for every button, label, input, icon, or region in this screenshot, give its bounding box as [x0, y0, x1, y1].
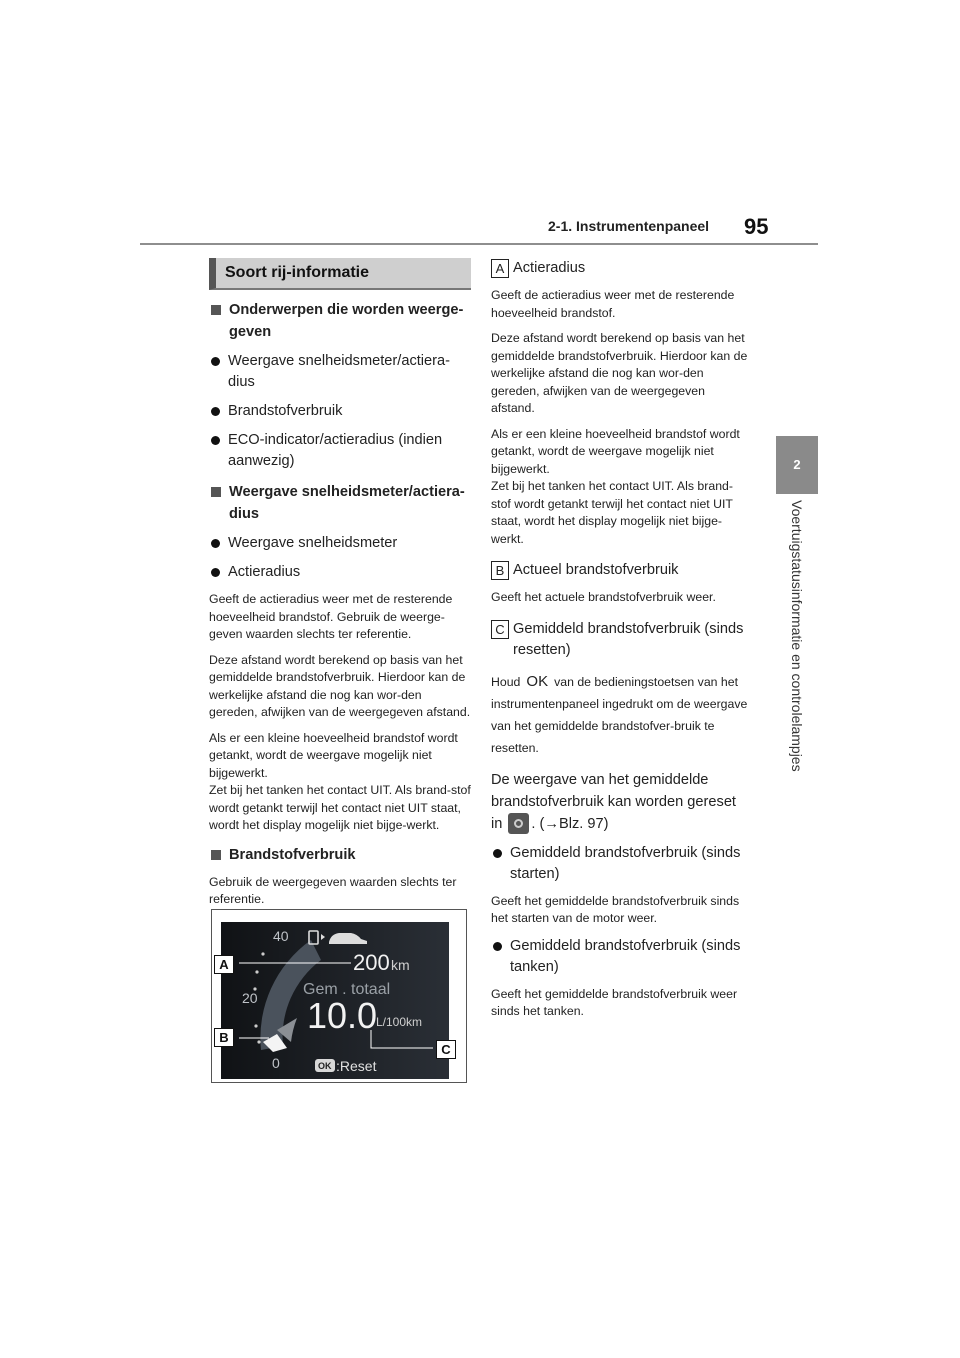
- gauge-tick: [255, 970, 258, 973]
- bullet-icon: [493, 849, 502, 858]
- instrument-display: [221, 922, 449, 1079]
- callout-a: A: [214, 955, 234, 974]
- list-item: [209, 401, 471, 422]
- right-column: [491, 258, 749, 1021]
- range-value: 200: [353, 950, 390, 975]
- bullet-icon: [211, 407, 220, 416]
- range-unit: km: [391, 957, 410, 973]
- paragraph: Zet bij het tanken het contact UIT. Als brand-stof wordt getankt terwijl het contact niet UIT staat, wordt het display mogelijk niet bijge-werkt.: [209, 783, 471, 832]
- paragraph: [491, 769, 749, 835]
- text: van de bedieningstoetsen van het instrumentenpaneel ingedrukt om de weergave van het gemiddelde brandstofver-bruik te resetten.: [491, 674, 748, 755]
- chapter-label: Voertuigstatusinformatie en controlelampjes: [789, 500, 805, 772]
- label-box: C: [491, 620, 509, 639]
- bullet-icon: [211, 539, 220, 548]
- page-number: 95: [744, 214, 769, 239]
- paragraph: Geeft het gemiddelde brandstofverbruik sinds het starten van de motor weer.: [491, 893, 740, 925]
- tick-label: 40: [273, 928, 289, 944]
- subheading: [209, 481, 471, 525]
- callout-c: C: [436, 1040, 456, 1059]
- list-item: [209, 562, 471, 583]
- item-c-heading: [491, 619, 749, 661]
- paragraph: Zet bij het tanken het contact UIT. Als brand-stof wordt getankt terwijl het contact niet UIT staat, wordt het display mogelijk niet bijge-werkt.: [491, 479, 733, 546]
- subheading-text: Brandstofverbruik: [229, 846, 356, 863]
- gear-icon: [508, 813, 529, 834]
- bullet-icon: [211, 436, 220, 445]
- paragraph: Geeft de actieradius weer met de resterende hoeveelheid brandstof. Gebruik de weerge-geven waarden slechts ter referentie.: [209, 592, 453, 641]
- paragraph: Deze afstand wordt berekend op basis van het gemiddelde brandstofverbruik. Hierdoor kan de werkelijke afstand die nog kan wor-den gereden, afwijken van de weergegeven afstand.: [491, 331, 748, 415]
- item-a-heading: [491, 258, 749, 279]
- square-bullet-icon: [211, 305, 221, 315]
- list-item: [491, 843, 749, 885]
- left-column: [209, 258, 471, 909]
- tick-label: 20: [242, 990, 258, 1006]
- label-box: A: [491, 259, 509, 278]
- callout-b: B: [214, 1028, 234, 1047]
- item-title: Actueel brandstofverbruik: [513, 562, 679, 578]
- subheading: [209, 844, 471, 866]
- text: Houd: [491, 674, 521, 689]
- bullet-icon: [211, 568, 220, 577]
- header-divider: [140, 243, 818, 245]
- mode-label: Gem . totaal: [303, 981, 391, 998]
- gauge-tick: [261, 952, 264, 955]
- paragraph: Gebruik de weergegeven waarden slechts ter referentie.: [209, 874, 457, 906]
- gauge-tick: [254, 1024, 257, 1027]
- list-item: [209, 351, 471, 393]
- paragraph: [491, 671, 749, 759]
- consumption-value: 10.0: [307, 995, 378, 1036]
- text: De weergave van het gemiddelde brandstofverbruik kan worden gereset in: [491, 771, 736, 832]
- section-title: Soort rij-informatie: [209, 258, 471, 290]
- item-title: Gemiddeld brandstofverbruik (sinds resetten): [513, 620, 744, 658]
- gauge-tick: [257, 1040, 260, 1043]
- list-item-text: Gemiddeld brandstofverbruik (sinds tanken): [510, 937, 741, 975]
- ok-icon-text: OK: [318, 1061, 332, 1071]
- reset-label: :Reset: [336, 1058, 377, 1074]
- list-item-text: Weergave snelheidsmeter: [228, 535, 398, 551]
- label-box: B: [491, 561, 509, 580]
- square-bullet-icon: [211, 850, 221, 860]
- chapter-tab: 2: [776, 436, 818, 494]
- consumption-unit: L/100km: [376, 1015, 423, 1029]
- paragraph: Geeft het actuele brandstofverbruik weer.: [491, 590, 716, 604]
- list-item: [209, 430, 471, 472]
- paragraph: Geeft het gemiddelde brandstofverbruik weer sinds het tanken.: [491, 986, 738, 1018]
- paragraph: Als er een kleine hoeveelheid brandstof wordt getankt, wordt de weergave mogelijk niet bijgewerkt.: [491, 426, 740, 476]
- subheading-text: Onderwerpen die worden weerge-geven: [229, 302, 464, 340]
- bullet-icon: [211, 357, 220, 366]
- paragraph: Geeft de actieradius weer met de resterende hoeveelheid brandstof.: [491, 288, 735, 320]
- chapter-label-container: [758, 500, 838, 790]
- list-item-text: Weergave snelheidsmeter/actiera-dius: [228, 353, 450, 390]
- item-b-heading: [491, 560, 749, 581]
- bullet-icon: [493, 942, 502, 951]
- ok-button-icon: OK: [526, 672, 549, 690]
- list-item-text: Actieradius: [228, 564, 301, 580]
- list-item: [491, 936, 749, 978]
- list-item-text: Brandstofverbruik: [228, 403, 343, 419]
- section-header: 2-1. Instrumentenpaneel: [548, 218, 710, 234]
- item-title: Actieradius: [513, 260, 586, 276]
- paragraph: Als er een kleine hoeveelheid brandstof wordt getankt, wordt de weergave mogelijk niet bijgewerkt.: [209, 730, 458, 780]
- text: . (→Blz. 97): [531, 815, 609, 832]
- square-bullet-icon: [211, 487, 221, 497]
- list-item-text: Gemiddeld brandstofverbruik (sinds starten): [510, 844, 741, 882]
- paragraph: Deze afstand wordt berekend op basis van het gemiddelde brandstofverbruik. Hierdoor kan de werkelijke afstand die nog kan wor-den gereden, afwijken van de weergegeven afstand.: [209, 652, 471, 719]
- subheading: [209, 299, 471, 343]
- tick-label: 0: [272, 1055, 280, 1071]
- list-item: [209, 533, 471, 554]
- subheading-text: Weergave snelheidsmeter/actiera-dius: [229, 484, 465, 522]
- list-item-text: ECO-indicator/actieradius (indien aanwezig): [228, 432, 443, 469]
- display-graphic: [221, 922, 449, 1079]
